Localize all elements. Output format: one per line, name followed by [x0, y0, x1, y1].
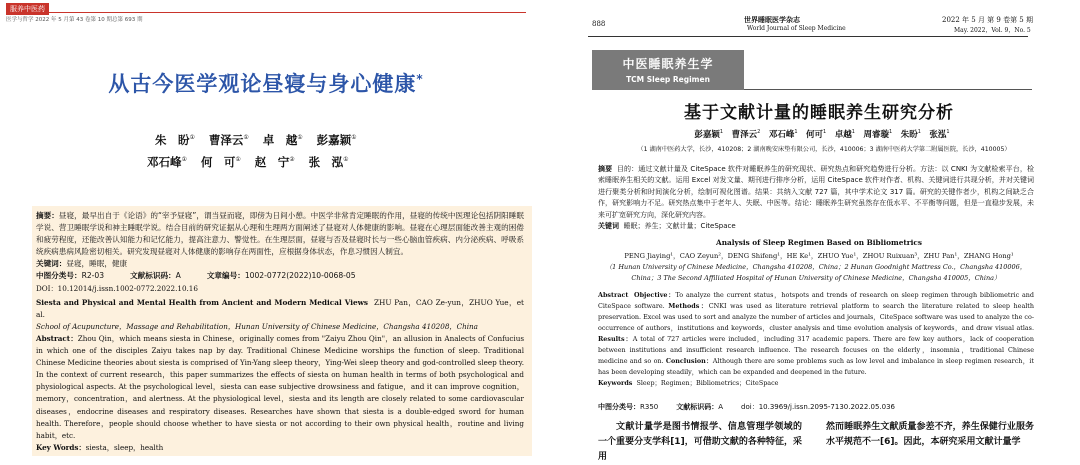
- author-list: [548, 128, 1080, 140]
- author-name: 张 泓①: [308, 154, 349, 169]
- author-affiliation-mark: ①: [243, 134, 249, 141]
- author-affiliation-mark: 1: [719, 129, 724, 136]
- author-affiliation-mark: ①: [351, 134, 357, 141]
- right-journal-page: [548, 0, 1080, 462]
- article-number: 文章编号：1002-0772(2022)10-0068-05: [206, 271, 356, 281]
- author-name: 何可$^1$: [806, 129, 827, 140]
- cn-keywords: [36, 258, 524, 270]
- doi: doi：10.3969/j.issn.2095-7130.2022.05.036: [741, 403, 895, 411]
- cn-abstract-block: [598, 164, 1034, 232]
- title-footnote-mark: *: [416, 72, 424, 86]
- column-tag: 服养中医药: [6, 3, 49, 15]
- author-name: 张泓$^1$: [929, 129, 950, 140]
- cn-abstract: [598, 164, 1034, 221]
- author-affiliation-mark: 1: [888, 129, 893, 136]
- en-title: Analysis of Sleep Regimen Based on Bibliometrics: [716, 238, 922, 247]
- article-title: [0, 68, 532, 98]
- author-affiliation-mark: 1: [917, 129, 921, 136]
- author-name: 赵 宁②: [254, 154, 295, 169]
- author-affiliation-mark: ①: [343, 155, 349, 163]
- running-head: 医学与哲学 2022 年 5 月第 43 卷第 10 期总第 693 期: [6, 17, 143, 23]
- page-gap: [532, 0, 548, 456]
- issue-cn: 2022 年 5 月 第 9 卷第 5 期: [942, 16, 1033, 24]
- author-affiliation-mark: 2: [757, 129, 761, 136]
- author-row-2: [147, 150, 455, 172]
- author-name: 彭嘉颖$^1$: [694, 129, 724, 140]
- doc-code: 文献标识码：A: [676, 403, 724, 411]
- author-name: 朱 盼①: [155, 132, 195, 147]
- en-authors: PENG Jiaying¹，CAO Zeyun²，DENG Shifeng¹，HE Ke¹，ZHUO Yue¹，ZHOU Ruixuan³，ZHU Pan¹，ZHANG Hong¹: [624, 252, 1014, 260]
- abstract-label: 摘要: [598, 165, 613, 173]
- author-affiliation-mark: 1: [823, 129, 827, 136]
- classification-row: [36, 270, 524, 282]
- en-authors: ZHU Pan，CAO Ze-yun，ZHUO Yue，et al.: [36, 297, 524, 319]
- en-affiliations: （1 Hunan University of Chinese Medicine，Changsha 410208，China；2 Hunan Goodnight Mattress Co.，Changsha 410006，China；3 The Second Affiliated Hospital of Hunan University of Chinese Medicine，Changsha 410005，China）: [605, 263, 1027, 282]
- clc-code: 中图分类号：R2-03: [36, 271, 105, 281]
- left-journal-page: [0, 0, 532, 456]
- body-column-1: 文献计量学是图书情报学、信息管理学领域的一个重要分支学科[1]，可借助文献的各种特征，采用: [598, 422, 802, 462]
- doi: DOI：10.12014/j.issn.1002-0772.2022.10.16: [36, 283, 198, 293]
- keywords-label: 关键词：: [36, 259, 67, 269]
- author-name: 邓石峰$^1$: [768, 129, 798, 140]
- page-number: 888: [592, 20, 606, 28]
- article-title: 基于文献计量的睡眠养生研究分析: [684, 103, 954, 123]
- en-abstract: Abstract Objective：To analyze the current status，hotspots and trends of research on sleep regimen through bibliometric and CiteSpace software. Methods：CNKI was used as literature retrieval platform to search the literature related to sleep health preservation. Excel was used to sort and analyze the number of articles and journals，CiteSpace software was used to analyze the co-occurrence of authors，institutions and keywords，cluster analysis and time evolution analysis of keywords，and draw visual atlas. Results：A total of 727 articles were included，including 317 academic papers. There are few key authors，lack of cooperation between institutions and insufficient research influence. The research focuses on the elderly，insomnia，traditional Chinese medicine and so on. Conclusion：Although there are some problems such as low level and imbalance in sleep regimen research，it has been developing steadily，which can be expanded and deepened in the future. Keywords Sleep；Regimen；Bibliometrics；CiteSpace: [598, 291, 1034, 387]
- affiliations: （1 湖南中医药大学，长沙，410208；2 湖南晚安床垫有限公司，长沙，410006；3 湖南中医药大学第二附属医院，长沙，410005）: [637, 146, 1011, 153]
- author-name: 卓越$^1$: [834, 129, 855, 140]
- abstract-text: 昼寝，最早出自于《论语》的“宰予昼寝”，谓当昼而寝，即傍为日间小憩。中医学非常肯定睡眠的作用，昼寝的传统中医理论包括阴阳睡眠学说、营卫睡眠学说和神主睡眠学说。结合目前的研究证据从心理和生理两方面阐述了昼寝对人体健康的影响。昼寝在心理层面能改善主观的困倦和疲劳程度，还能改善认知能力和记忆能力，提高注意力、警觉性。在生理层面，昼寝与否及昼寝时长与一些心脑血管疾病、内分泌疾病、呼吸系统疾病患病风险密切相关。研究发现昼寝对人体健康的影响存在两面性，应根据身体状态，作息习惯因人制宜。: [36, 211, 524, 257]
- author-name: 何 可①: [200, 154, 241, 169]
- en-abstract: Abstract：Zhou Qin，which means siesta in Chinese，originally comes from "Zaiyu Zhou Qin"，an allusion in Analects of Confucius in which one of the disciples Zaiyu takes nap by day. Traditional Chinese Medicine worships the function of sleep. Traditional Chinese Medicine theories about siesta is comprised of Yin-Yang sleep theory，Ying-Wei sleep theory and god-controlled sleep theory. In the context of current research，this paper summarizes the effects of siesta on human health in terms of both psychological and physiological aspects. At the psychological level，siesta can ease subjective drowsiness and fatigue，and it can improve cognition，memory，concentration，and alertness. At the physiological level，siesta and its length are closely related to some cardiovascular diseases，endocrine diseases and respiratory diseases. Researches have shown that siesta is a double-edged sword for human health. Therefore，people should choose whether to have siesta or not according to their own physical health，routine and living habit，etc.: [36, 333, 525, 440]
- author-name: 曹泽云$^2$: [731, 129, 761, 140]
- column-rule: [744, 89, 1032, 90]
- cn-keywords: [598, 221, 1034, 232]
- author-row-1: [155, 128, 455, 150]
- keywords-text: 昼寝，睡眠，健康: [66, 259, 128, 269]
- journal-name-en: World Journal of Sleep Medicine: [747, 25, 846, 32]
- journal-name-cn: 世界睡眠医学杂志: [744, 16, 800, 24]
- author-affiliation-mark: ①: [189, 134, 195, 141]
- doc-code: 文献标识码：A: [130, 271, 181, 281]
- column-name-cn: 中医睡眠养生学: [622, 57, 714, 71]
- column-banner: [592, 50, 744, 90]
- column-name-en: TCM Sleep Regimen: [626, 75, 710, 84]
- title-text: 从古今医学观论昼寝与身心健康: [108, 72, 417, 96]
- classification-row: [598, 402, 895, 412]
- author-name: 曹泽云①: [208, 132, 249, 147]
- author-affiliation-mark: ①: [297, 134, 303, 141]
- author-name: 邓石峰①: [147, 154, 187, 169]
- en-title-line: [36, 297, 524, 321]
- en-affiliation: School of Acupuncture，Massage and Rehabilitation，Hunan University of Chinese Medicine，Changsha 410208，China: [36, 321, 478, 331]
- abstract-label: 摘要：: [36, 211, 59, 220]
- author-affiliation-mark: 1: [851, 129, 855, 136]
- author-name: 朱盼$^1$: [900, 129, 921, 140]
- author-name: 卓 越①: [262, 132, 303, 147]
- author-name: 周睿璇$^1$: [863, 129, 893, 140]
- cn-abstract: [36, 210, 524, 258]
- header-rule: [588, 36, 1028, 37]
- author-affiliation-mark: ①: [181, 155, 187, 163]
- author-affiliation-mark: 1: [946, 129, 950, 136]
- clc-code: 中图分类号：R350: [598, 403, 659, 411]
- author-name: 彭嘉颖①: [316, 132, 357, 147]
- author-affiliation-mark: ①: [235, 155, 241, 163]
- keywords-label: 关键词: [598, 222, 619, 231]
- abstract-text: 目的：通过文献计量及 CiteSpace 软件对睡眠养生的研究现状、研究热点和研究趋势进行分析。方法：以 CNKI 为文献检索平台，检索睡眠养生相关的文献。运用 Excel 对发文量、期刊进行排序分析，运用 CiteSpace 软件对作者、机构、关键词进行共现分析，并对关键词进行聚类分析和时间演化分析，绘制可视化图谱。结果：共纳入文献 727 篇，其中学术论文 317 篇。研究的关键作者少，机构之间缺乏合作，研究影响力不足。研究热点集中于老年人、失眠、中医等。结论：睡眠养生研究虽然存在低水平、不平衡等问题，但是一直稳步发展，未来可扩宽研究方向，深化研究内容。: [598, 165, 1034, 219]
- abstract-block: [36, 210, 524, 454]
- issue-en: May. 2022，Vol. 9，No. 5: [954, 27, 1031, 34]
- en-title: Siesta and Physical and Mental Health from Ancient and Modern Medical Views: [36, 297, 369, 307]
- author-list: [147, 128, 455, 172]
- header-rule: [6, 12, 526, 13]
- body-column-2: 然而睡眠养生文献质量参差不齐，养生保健行业服务水平规范不一[6]。因此，本研究采用文献计量学: [826, 422, 1034, 447]
- author-affiliation-mark: ②: [289, 155, 295, 163]
- en-keywords: Key Words：siesta，sleep，health: [36, 442, 164, 452]
- author-affiliation-mark: 1: [794, 129, 798, 136]
- keywords-text: 睡眠；养生；文献计量；CiteSpace: [623, 222, 736, 231]
